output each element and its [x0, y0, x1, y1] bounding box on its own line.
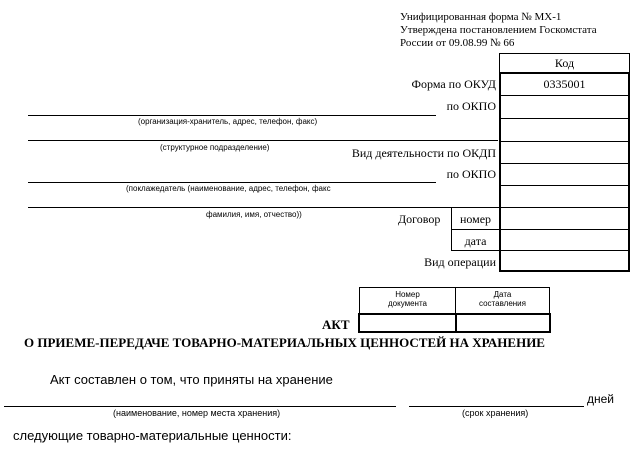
contract-number-label: номер — [459, 212, 492, 226]
code-row-divider — [499, 229, 630, 230]
approval-line: Утверждена постановлением Госкомстата — [400, 24, 597, 36]
contract-label: Договор — [398, 212, 441, 226]
org-line — [28, 115, 436, 116]
code-header-cell — [499, 53, 630, 73]
act-subtitle: О ПРИЕМЕ-ПЕРЕДАЧЕ ТОВАРНО-МАТЕРИАЛЬНЫХ ЦЕННОСТЕЙ НА ХРАНЕНИЕ — [24, 335, 545, 350]
code-row-divider — [499, 185, 630, 186]
contract-number-cell — [451, 207, 500, 230]
contract-date-cell — [451, 229, 500, 251]
dept-caption: (структурное подразделение) — [160, 143, 270, 152]
code-row-divider — [499, 95, 630, 96]
code-row-divider — [499, 118, 630, 119]
act-title: АКТ — [322, 317, 350, 332]
intro-text: Акт составлен о том, что приняты на хранение — [50, 372, 333, 387]
days-label: дней — [587, 392, 615, 406]
code-row-divider — [499, 141, 630, 142]
storage-term-caption: (срок хранения) — [462, 408, 529, 418]
following-text: следующие товарно-материальные ценности: — [13, 428, 292, 443]
storage-place-caption: (наименование, номер места хранения) — [113, 408, 281, 418]
depositor-caption: (поклажедатель (наименование, адрес, телефон, факс — [126, 184, 331, 193]
okud-label: Форма по ОКУД — [411, 77, 496, 91]
depositor-line — [28, 182, 436, 183]
doc-number-cell — [358, 313, 457, 333]
operation-label: Вид операции — [424, 255, 496, 269]
code-row-divider — [499, 207, 630, 208]
contract-date-label: дата — [464, 234, 487, 248]
doc-date-header-label: Дата составления — [479, 290, 526, 308]
org-caption: (организация-хранитель, адрес, телефон, факс) — [138, 117, 318, 126]
storage-term-line — [409, 406, 584, 407]
code-row-divider — [499, 250, 630, 251]
approval-date-line: России от 09.08.99 № 66 — [400, 37, 515, 49]
doc-date-header — [455, 287, 550, 314]
okud-code-value: 0335001 — [543, 77, 586, 91]
doc-date-cell — [455, 313, 551, 333]
storage-place-line — [4, 406, 396, 407]
dept-line — [28, 140, 498, 141]
code-header-label: Код — [554, 56, 575, 70]
okpo-label: по ОКПО — [446, 99, 496, 113]
fio-caption: фамилия, имя, отчество)) — [206, 210, 302, 219]
code-row-divider — [499, 163, 630, 164]
okdp-label: Вид деятельности по ОКДП — [351, 146, 496, 160]
fio-line — [28, 207, 498, 208]
doc-number-header-label: Номер документа — [387, 290, 427, 308]
doc-number-header — [359, 287, 456, 314]
form-name: Унифицированная форма № МХ-1 — [400, 11, 562, 23]
okpo2-label: по ОКПО — [446, 167, 496, 181]
code-column — [499, 72, 630, 272]
